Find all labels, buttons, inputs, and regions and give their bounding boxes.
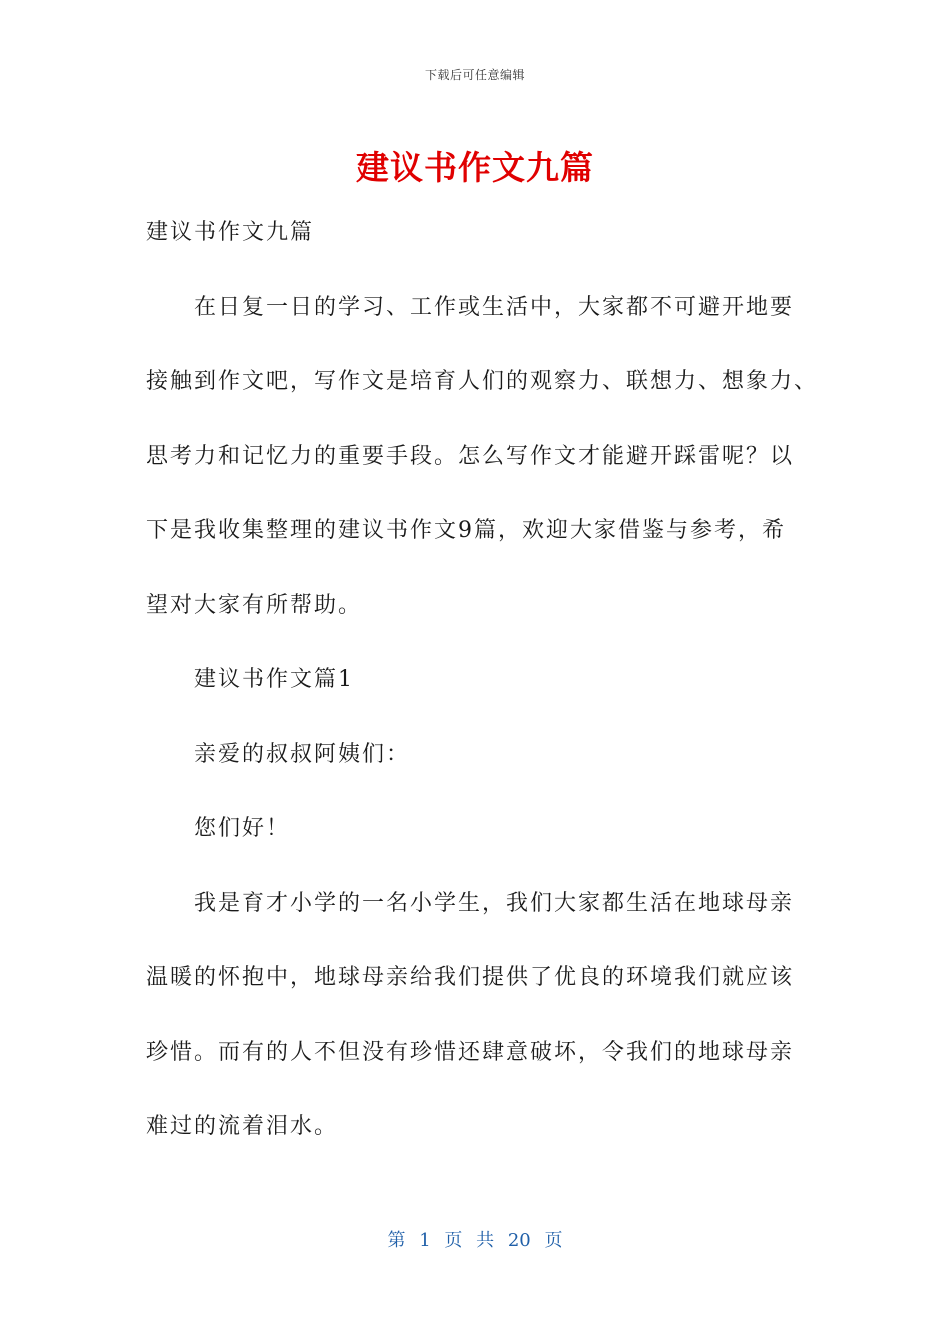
body-line: 思考力和记忆力的重要手段。怎么写作文才能避开踩雷呢？以 [146,443,795,469]
letter-greeting: 您们好！ [194,816,291,841]
body-line: 我是育才小学的一名小学生，我们大家都生活在地球母亲 [194,890,795,916]
body-line: 在日复一日的学习、工作或生活中，大家都不可避开地要 [194,294,795,320]
document-title: 建议书作文九篇 [356,148,594,187]
header-note: 下载后可任意编辑 [424,68,525,82]
body-line: 温暖的怀抱中，地球母亲给我们提供了优良的环境我们就应该 [146,965,795,990]
letter-salutation: 亲爱的叔叔阿姨们： [194,741,411,767]
body-line: 珍惜。而有的人不但没有珍惜还肆意破坏，令我们的地球母亲 [146,1039,795,1065]
body-line: 下是我收集整理的建议书作文9篇，欢迎大家借鉴与参考，希 [146,518,786,543]
body-line: 难过的流着泪水。 [146,1114,339,1139]
section-heading: 建议书作文篇1 [194,667,354,692]
document-body [146,196,819,1165]
body-line: 接触到作文吧，写作文是培育人们的观察力、联想力、想象力、 [146,369,819,394]
body-line: 建议书作文九篇 [146,220,315,245]
page-footer: 第 1 页 共 20 页 [387,1230,563,1251]
body-line: 望对大家有所帮助。 [146,592,363,618]
